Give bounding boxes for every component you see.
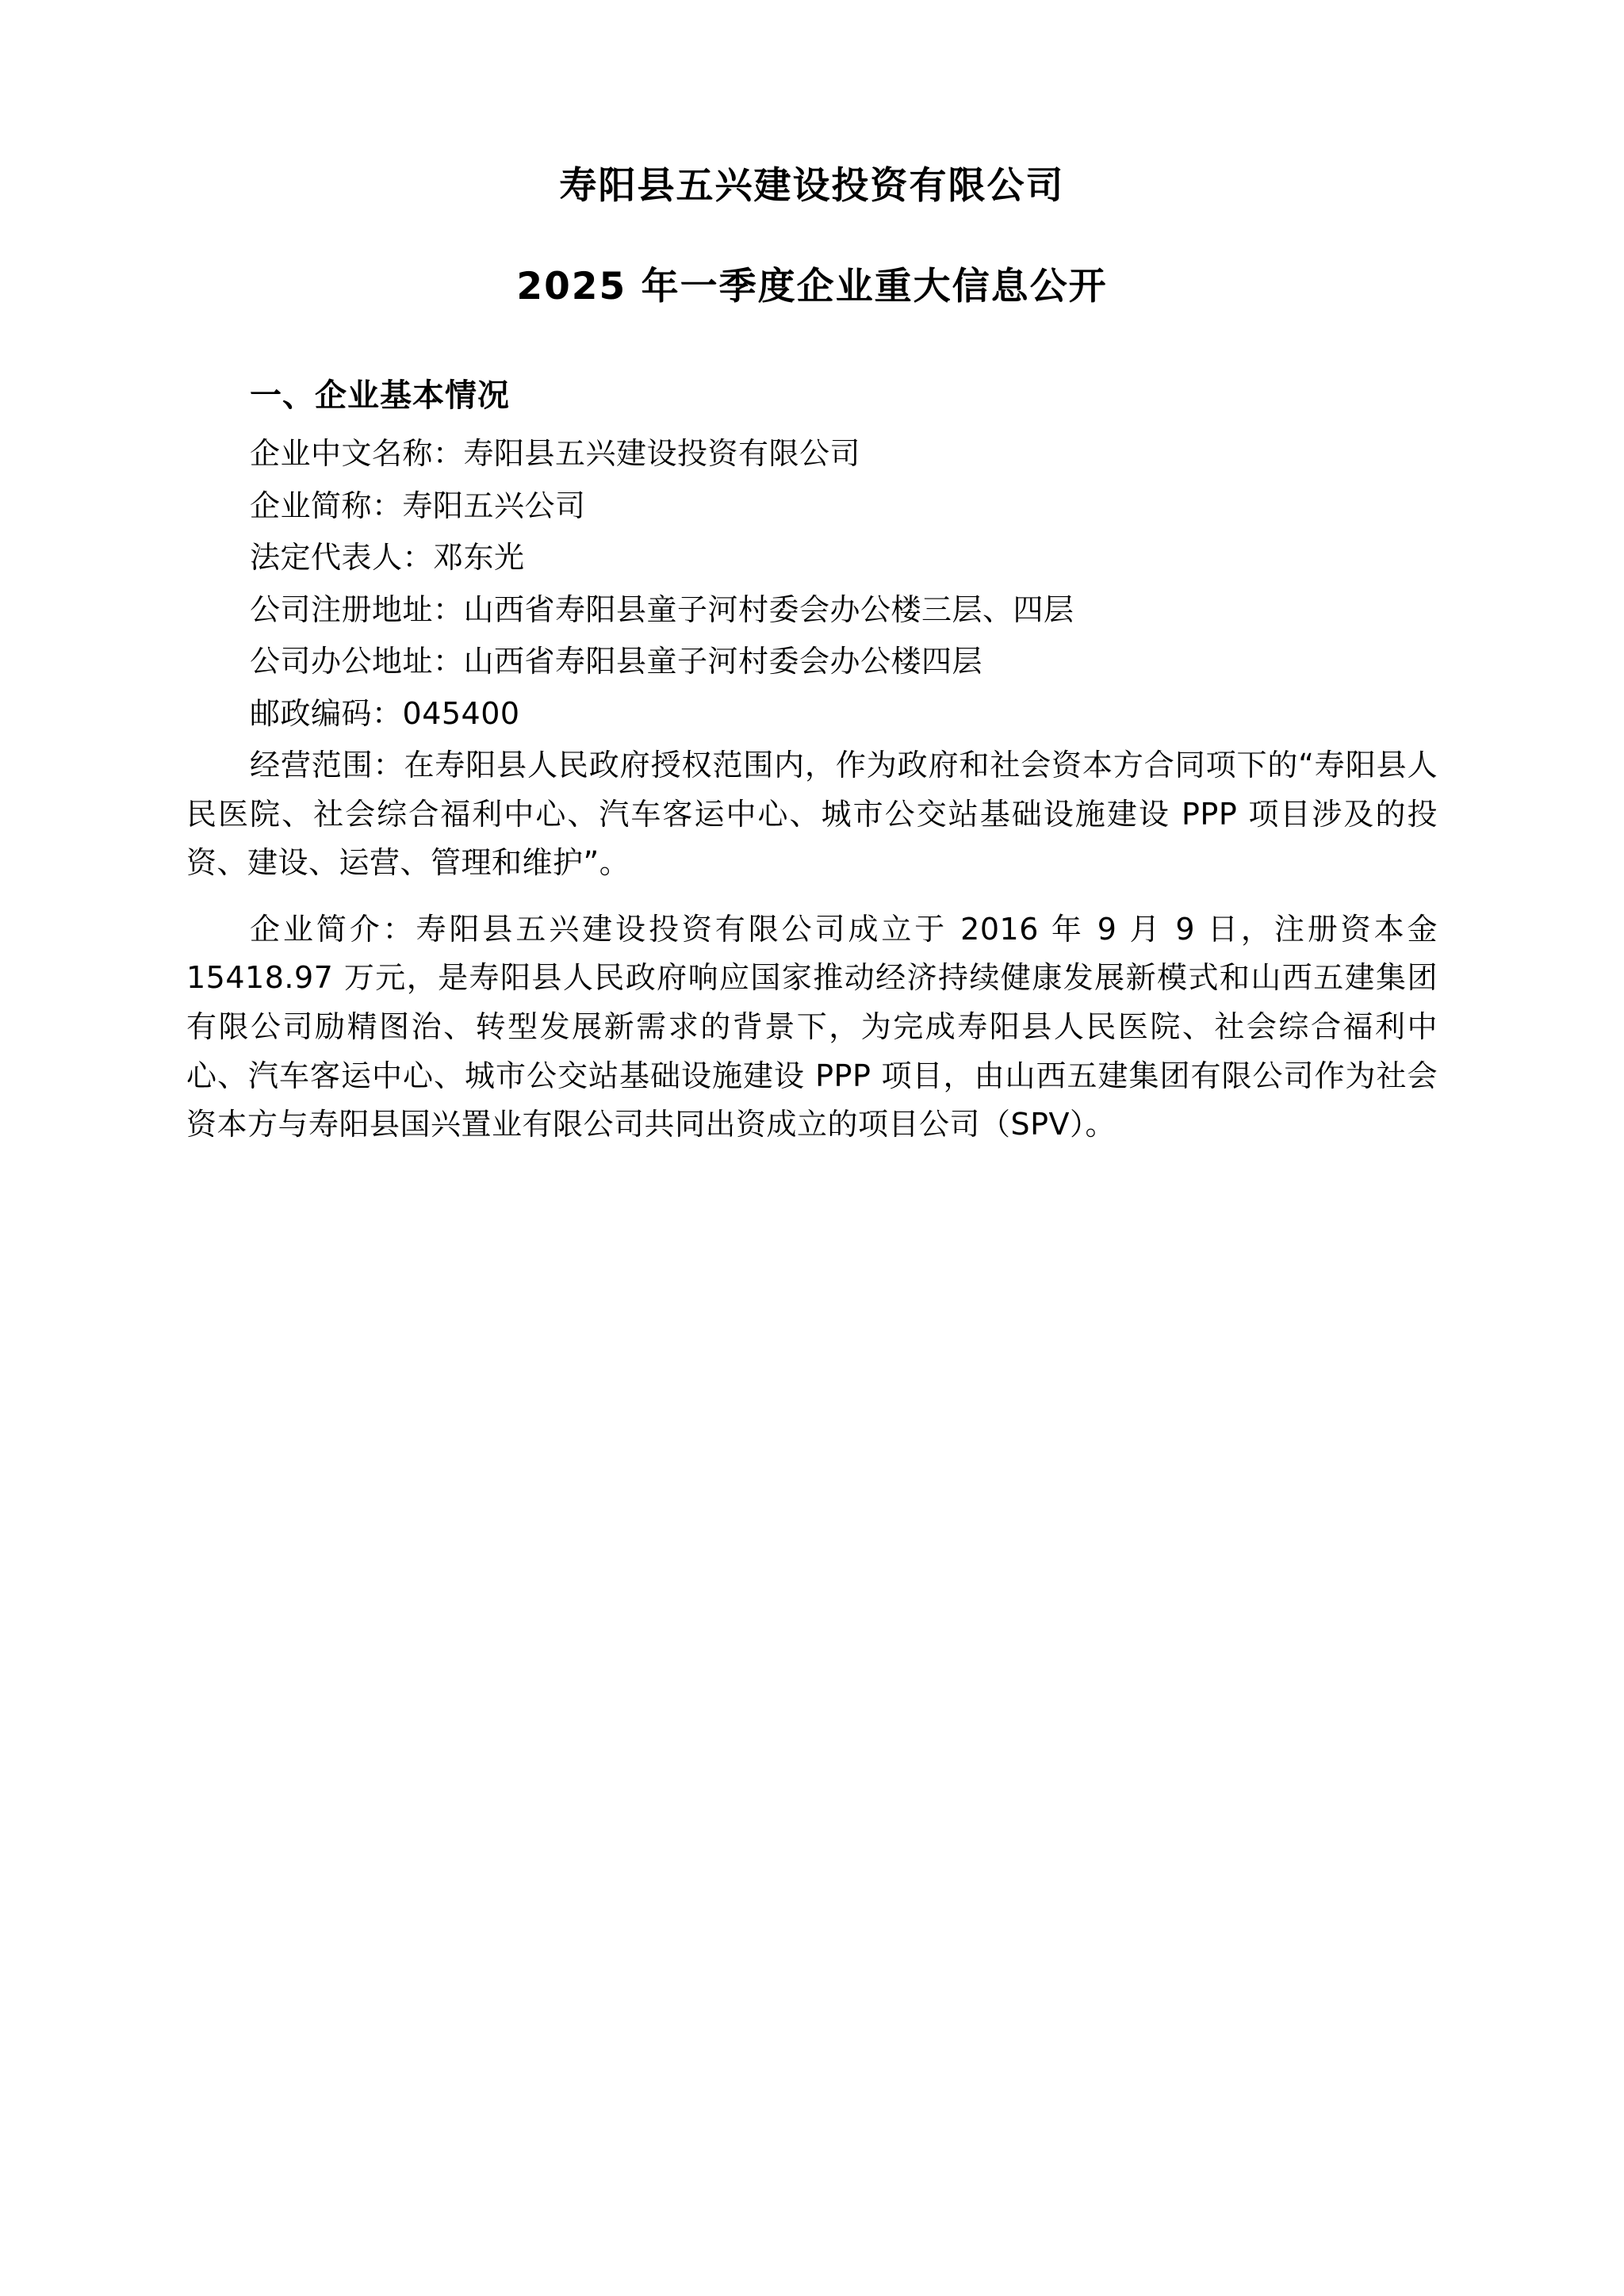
field-legal-representative <box>186 534 1438 583</box>
field-registered-address <box>186 586 1438 635</box>
field-label: 公司注册地址： <box>250 591 464 627</box>
field-value: 寿阳县五兴建设投资有限公司 <box>463 436 861 471</box>
document-subtitle: 2025 年一季度企业重大信息公开 <box>516 264 1108 308</box>
field-value: 山西省寿阳县童子河村委会办公楼四层 <box>463 644 983 679</box>
field-value: 邓东光 <box>433 540 525 576</box>
field-label: 邮政编码： <box>250 695 403 731</box>
field-value: 045400 <box>402 695 520 731</box>
field-company-short-name <box>186 482 1438 531</box>
field-value: 在寿阳县人民政府授权范围内，作为政府和社会资本方合同项下的“寿阳县人民医院、社会综合福利中心、汽车客运中心、城市公交站基础设施建设 PPP 项目涉及的投资、建设、运营、管理和维护”。 <box>186 748 1438 881</box>
field-label: 法定代表人： <box>250 540 434 576</box>
field-label: 企业中文名称： <box>250 436 464 471</box>
field-company-profile <box>186 905 1438 1150</box>
field-postal-code <box>186 690 1438 739</box>
field-business-scope <box>186 741 1438 888</box>
section-heading: 一、企业基本情况 <box>250 377 510 414</box>
field-label: 企业简介： <box>250 911 416 947</box>
field-label: 经营范围： <box>250 748 404 783</box>
field-office-address <box>186 637 1438 687</box>
field-company-chinese-name <box>186 430 1438 479</box>
section-company-basic-info <box>186 370 1438 1150</box>
field-value: 寿阳五兴公司 <box>402 488 586 523</box>
field-value: 寿阳县五兴建设投资有限公司成立于 2016 年 9 月 9 日，注册资本金 15418.97 万元，是寿阳县人民政府响应国家推动经济持续健康发展新模式和山西五建集团有限公司励精图治、转型发展新需求的背景下，为完成寿阳县人民医院、社会综合福利中心、汽车客运中心、城市公交站基础设施建设 PPP 项目，由山西五建集团有限公司作为社会资本方与寿阳县国兴置业有限公司共同出资成立的项目公司（SPV）。 <box>186 911 1438 1142</box>
field-value: 山西省寿阳县童子河村委会办公楼三层、四层 <box>463 591 1074 627</box>
field-label: 企业简称： <box>250 488 403 523</box>
document-title: 寿阳县五兴建设投资有限公司 <box>559 164 1065 208</box>
field-label: 公司办公地址： <box>250 644 464 679</box>
